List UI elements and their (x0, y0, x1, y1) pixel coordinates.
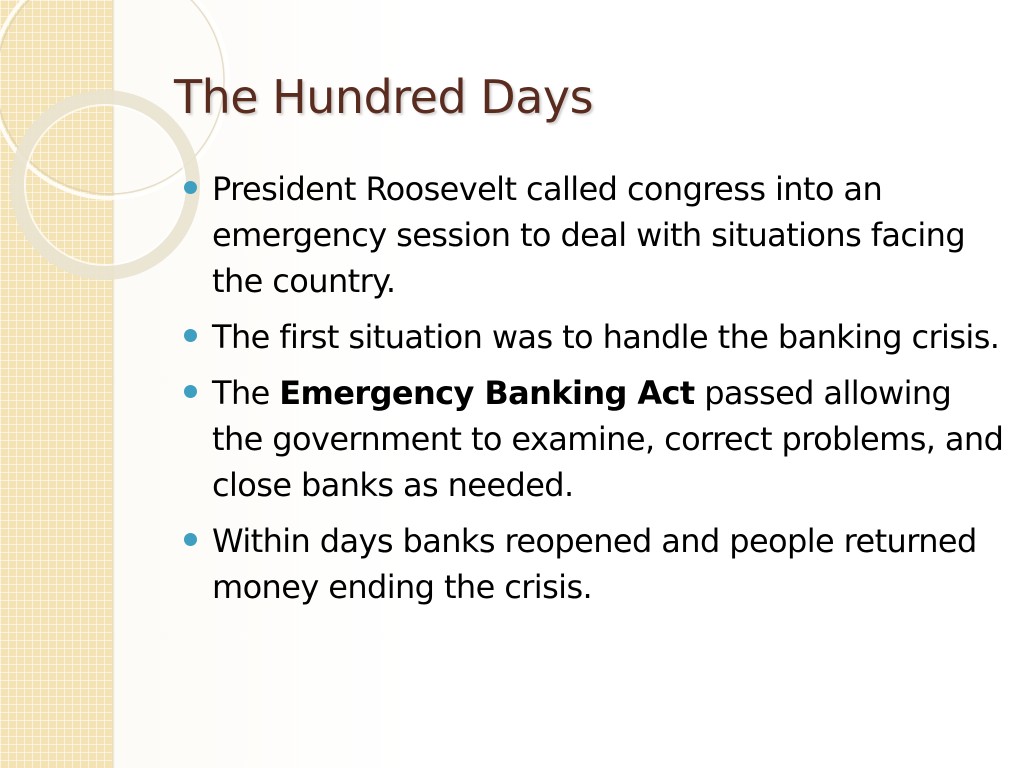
bullet-dot-icon (184, 533, 197, 546)
bullet-item (184, 314, 1004, 360)
bullet-dot-icon (184, 385, 197, 398)
bullet-text: President Roosevelt called congress into an emergency session to deal with situations facing the country. (212, 170, 966, 300)
bullet-dot-icon (184, 181, 197, 194)
slide-title: The Hundred Days (174, 70, 594, 124)
bullet-dot-icon (184, 329, 197, 342)
bullet-text-prefix: The (212, 374, 280, 412)
bullet-item (184, 166, 1004, 304)
bullet-item (184, 370, 1004, 508)
bullet-text: The first situation was to handle the banking crisis. (212, 318, 1000, 356)
bullet-bold-term: Emergency Banking Act (279, 374, 695, 412)
bullet-list (184, 166, 1004, 620)
bullet-text-suffix: passed allowing the government to examine, correct problems, and close banks as needed. (212, 374, 1004, 504)
bullet-item (184, 518, 1004, 610)
bullet-text: Within days banks reopened and people returned money ending the crisis. (212, 522, 977, 606)
